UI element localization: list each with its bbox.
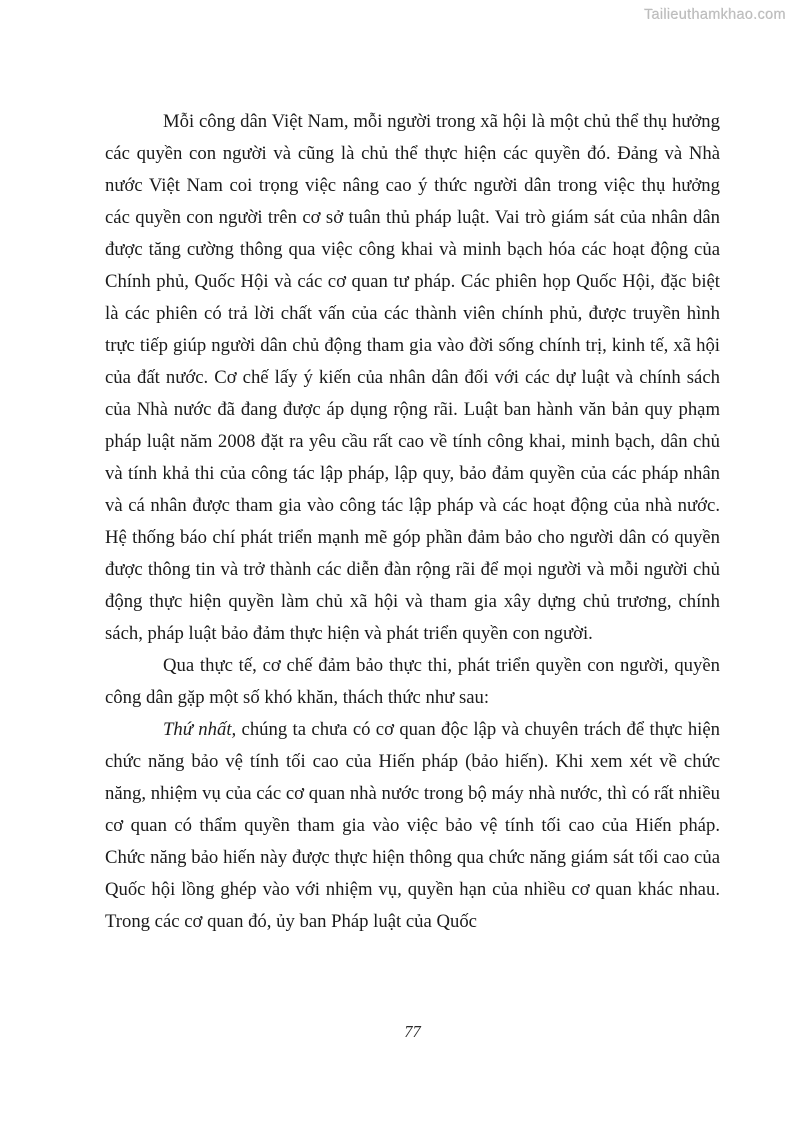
watermark: Tailieuthamkhao.com <box>644 7 786 23</box>
paragraph-3-body: chúng ta chưa có cơ quan độc lập và chuyên trách để thực hiện chức năng bảo vệ tính tối cao của Hiến pháp (bảo hiến). Khi xem xét về chức năng, nhiệm vụ của các cơ quan nhà nước trong bộ máy nhà nước, thì có rất nhiều cơ quan có thẩm quyền tham gia vào việc bảo vệ tính tối cao của Hiến pháp. Chức năng bảo hiến này được thực hiện thông qua chức năng giám sát tối cao của Quốc hội lồng ghép vào với nhiệm vụ, quyền hạn của nhiều cơ quan khác nhau. Trong các cơ quan đó, ủy ban Pháp luật của Quốc <box>105 719 721 932</box>
paragraph-3 <box>105 714 720 938</box>
body-text <box>105 106 720 938</box>
paragraph-3-italic-lead: Thứ nhất, <box>163 719 237 740</box>
paragraph-2: Qua thực tế, cơ chế đảm bảo thực thi, phát triển quyền con người, quyền công dân gặp một số khó khăn, thách thức như sau: <box>105 655 720 708</box>
paragraph-1: Mỗi công dân Việt Nam, mỗi người trong xã hội là một chủ thể thụ hưởng các quyền con người và cũng là chủ thể thực hiện các quyền đó. Đảng và Nhà nước Việt Nam coi trọng việc nâng cao ý thức người dân trong việc thụ hưởng các quyền con người trên cơ sở tuân thủ pháp luật. Vai trò giám sát của nhân dân được tăng cường thông qua việc công khai và minh bạch hóa các hoạt động của Chính phủ, Quốc Hội và các cơ quan tư pháp. Các phiên họp Quốc Hội, đặc biệt là các phiên có trả lời chất vấn của các thành viên chính phủ, được truyền hình trực tiếp giúp người dân chủ động tham gia vào đời sống chính trị, kinh tế, xã hội của đất nước. Cơ chế lấy ý kiến của nhân dân đối với các dự luật và chính sách của Nhà nước đã đang được áp dụng rộng rãi. Luật ban hành văn bản quy phạm pháp luật năm 2008 đặt ra yêu cầu rất cao về tính công khai, minh bạch, dân chủ và tính khả thi của công tác lập pháp, lập quy, bảo đảm quyền của các pháp nhân và cá nhân được tham gia vào công tác lập pháp và các hoạt động của nhà nước. Hệ thống báo chí phát triển mạnh mẽ góp phần đảm bảo cho người dân có quyền được thông tin và trở thành các diễn đàn rộng rãi để mọi người và mỗi người chủ động thực hiện quyền làm chủ xã hội và tham gia xây dựng chủ trương, chính sách, pháp luật bảo đảm thực hiện và phát triển quyền con người. <box>105 111 720 644</box>
page-number: 77 <box>404 1022 421 1041</box>
